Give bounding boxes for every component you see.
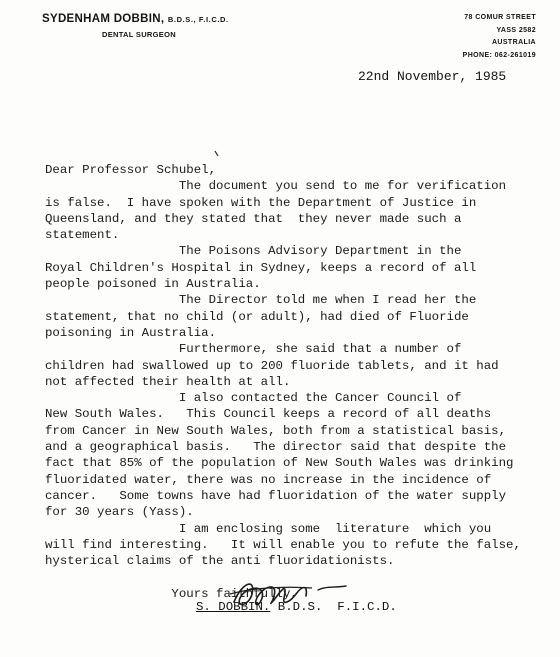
body-line: New South Wales. This Council keeps a record of all deaths <box>45 407 492 422</box>
body-line: The Director told me when I read her the <box>45 293 477 308</box>
body-line: The document you send to me for verification <box>45 179 507 194</box>
body-line: is false. I have spoken with the Department of Justice in <box>45 195 477 210</box>
body-line: Queensland, and they stated that they never made such a <box>45 211 462 226</box>
body-line: people poisoned in Australia. <box>45 277 261 292</box>
body-line: children had swallowed up to 200 fluoride tablets, and it had <box>45 358 499 373</box>
body-line: fluoridated water, there was no increase in the incidence of <box>45 472 492 487</box>
body-line: I also contacted the Cancer Council of <box>45 391 462 406</box>
body-line: statement, that no child (or adult), had died of Fluoride <box>45 309 469 324</box>
address-line: YASS 2582 <box>496 26 536 34</box>
address-line: AUSTRALIA <box>491 39 536 46</box>
signatory-qualifications: B.D.S. F.I.C.D. <box>270 600 397 614</box>
body-line: The Poisons Advisory Department in the <box>45 244 462 259</box>
signature-block <box>196 600 397 614</box>
body-line: poisoning in Australia. <box>45 325 217 340</box>
address-line: 78 COMUR STREET <box>464 14 536 21</box>
letter-body <box>45 162 545 602</box>
body-line: cancer. Some towns have had fluoridation of the water supply <box>45 488 507 503</box>
body-line: Royal Children's Hospital in Sydney, keeps a record of all <box>45 260 477 275</box>
body-line: fact that 85% of the population of New South Wales was drinking <box>45 456 514 471</box>
letterhead-title: DENTAL SURGEON <box>102 30 176 39</box>
address-line: PHONE: 062-261019 <box>462 51 536 59</box>
body-line: I am enclosing some literature which you <box>45 521 492 536</box>
body-line: for 30 years (Yass). <box>45 505 194 520</box>
closing-text: Yours faithfully, <box>171 586 298 601</box>
letterhead-address <box>396 12 536 62</box>
body-line: Furthermore, she said that a number of <box>45 342 462 357</box>
body-line: from Cancer in New South Wales, both from a statistical basis, <box>45 423 507 438</box>
letterhead-name <box>42 13 229 25</box>
letter-date: 22nd November, 1985 <box>358 69 507 84</box>
body-line: hysterical claims of the anti fluoridationists. <box>45 554 395 569</box>
signatory-name: S. DOBBIN. <box>196 600 271 614</box>
stray-pen-mark <box>214 150 222 158</box>
body-line: will find interesting. It will enable you to refute the false, <box>45 537 521 552</box>
letterhead-qualifications: B.D.S., F.I.C.D. <box>167 15 229 24</box>
body-line: not affected their health at all. <box>45 374 291 389</box>
salutation: Dear Professor Schubel, <box>45 163 217 177</box>
body-line: and a geographical basis. The director said that despite the <box>45 440 507 455</box>
letterhead-surgeon-name: SYDENHAM DOBBIN, <box>42 13 165 25</box>
body-line: statement. <box>45 228 120 243</box>
